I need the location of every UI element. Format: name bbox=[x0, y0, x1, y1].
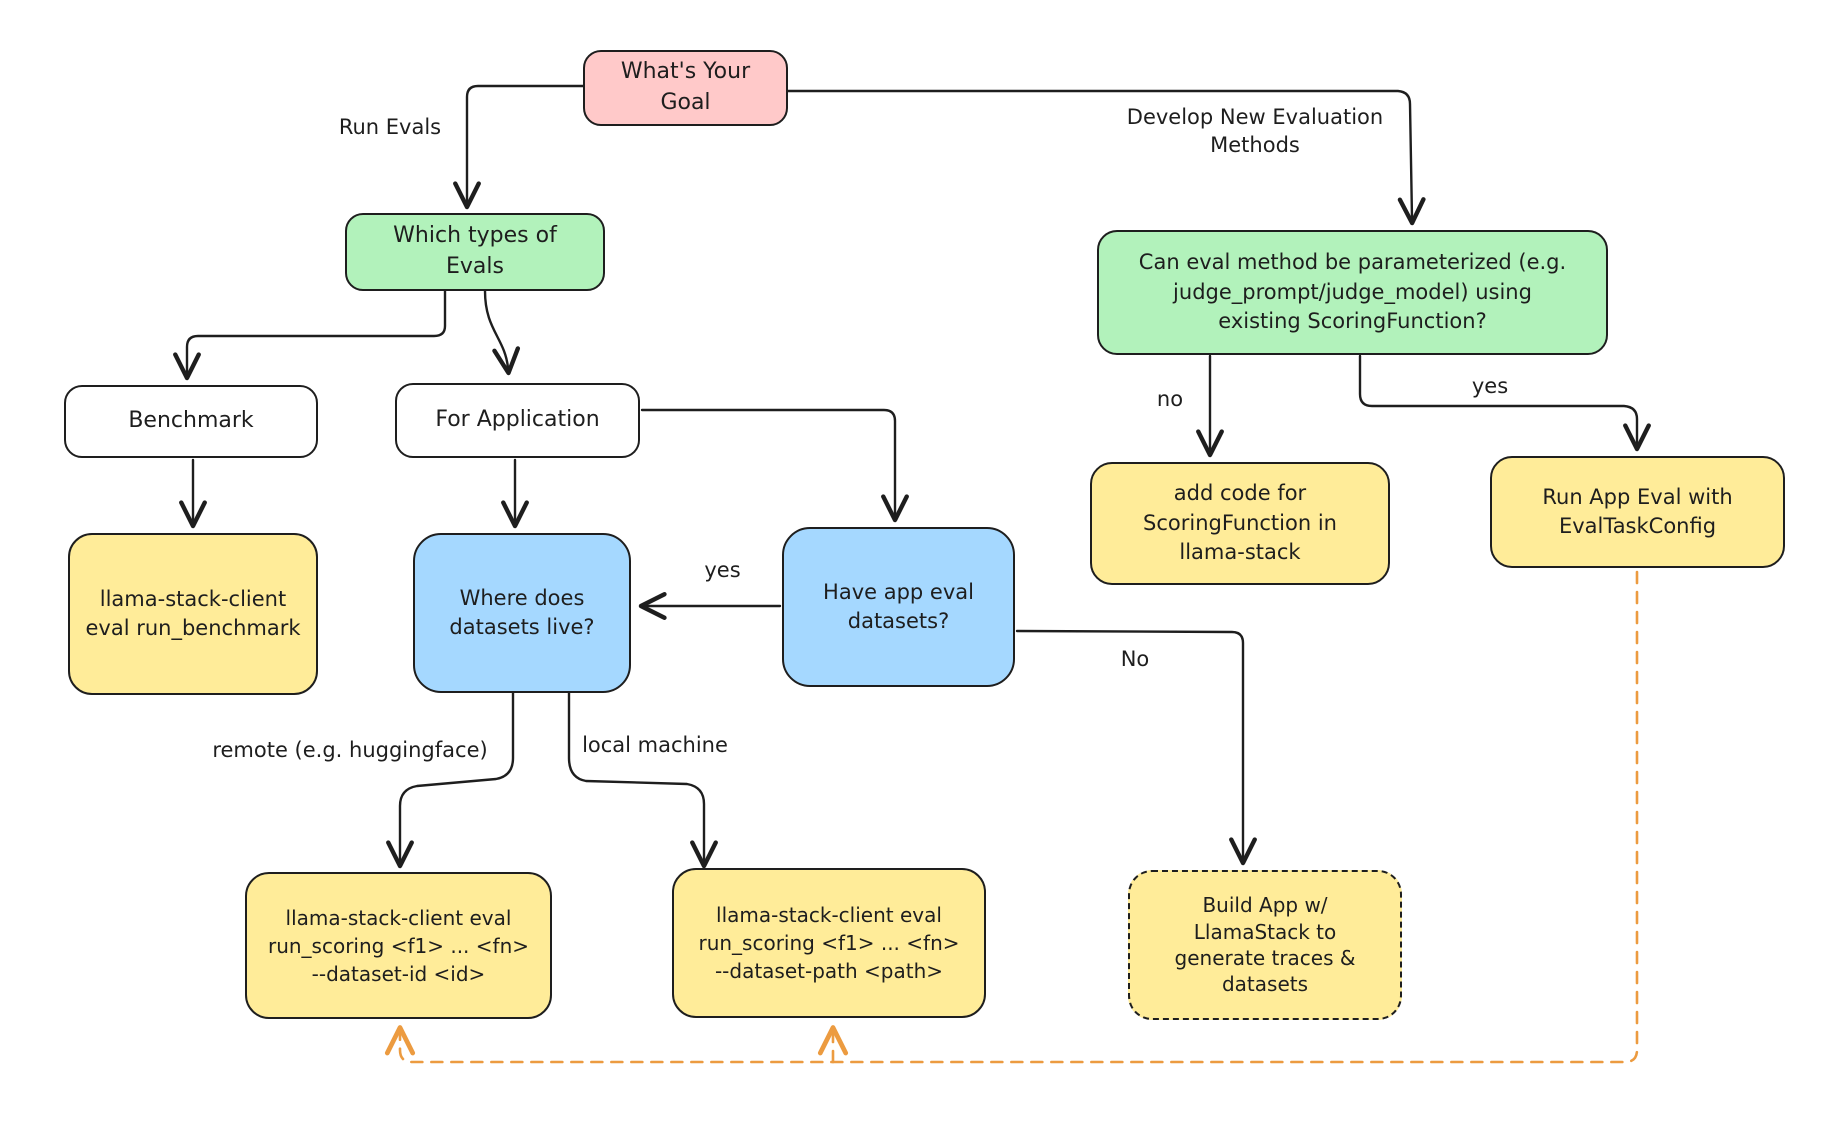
edge-goal-to-which-types bbox=[467, 86, 583, 202]
node-label: run_scoring <f1> ... <fn> bbox=[698, 931, 960, 955]
node-label: LlamaStack to bbox=[1193, 919, 1337, 944]
node-label: llama-stack-client eval bbox=[716, 903, 942, 927]
node-label: judge_prompt/judge_model) using bbox=[1173, 279, 1532, 304]
node-label: ScoringFunction in bbox=[1143, 510, 1337, 535]
edge-label-no-have-datasets: No bbox=[1120, 647, 1150, 671]
node-label: Benchmark bbox=[128, 408, 254, 434]
edge-label-line: Develop New Evaluation bbox=[1126, 105, 1384, 129]
node-label: --dataset-id <id> bbox=[311, 961, 486, 986]
node-which-types-of-evals bbox=[345, 213, 605, 291]
node-label: add code for bbox=[1173, 481, 1307, 506]
node-label: generate traces & bbox=[1174, 946, 1356, 970]
node-label: Run App Eval with bbox=[1542, 484, 1733, 509]
node-label: Can eval method be parameterized (e.g. bbox=[1138, 250, 1567, 275]
node-can-eval-method-be-parameterized bbox=[1097, 230, 1608, 355]
node-run-benchmark-command bbox=[68, 533, 318, 695]
node-for-application bbox=[395, 383, 640, 458]
edge-label-line: Methods bbox=[1210, 133, 1300, 158]
node-label: datasets live? bbox=[449, 615, 595, 639]
node-benchmark bbox=[64, 385, 318, 458]
node-label: Evals bbox=[446, 254, 504, 279]
edge-label-run-evals: Run Evals bbox=[338, 115, 442, 139]
node-label: What's Your bbox=[620, 59, 751, 85]
node-label: Build App w/ bbox=[1202, 893, 1328, 918]
node-label: Have app eval bbox=[823, 579, 974, 604]
node-build-app-with-llamastack bbox=[1128, 870, 1402, 1020]
edge-label-yes-have-datasets: yes bbox=[704, 558, 741, 582]
node-label: For Application bbox=[435, 407, 600, 433]
node-label: eval run_benchmark bbox=[85, 616, 301, 640]
edge-label-yes-scoringfunction: yes bbox=[1471, 374, 1509, 398]
edge-label-develop-new-evaluation-methods bbox=[1085, 103, 1425, 160]
edge-which-types-to-for-application bbox=[485, 291, 508, 368]
node-label: run_scoring <f1> ... <fn> bbox=[267, 933, 530, 958]
edge-label-local-machine: local machine bbox=[582, 733, 728, 757]
node-where-does-datasets-live bbox=[413, 533, 631, 693]
node-label: llama-stack bbox=[1179, 540, 1301, 565]
node-label: existing ScoringFunction? bbox=[1218, 309, 1487, 334]
node-run-app-eval-with-evaltaskconfig bbox=[1490, 456, 1785, 568]
node-label: datasets? bbox=[847, 609, 950, 633]
edge-where-datasets-local-to-run-scoring-path bbox=[569, 693, 704, 861]
edge-label-no-scoringfunction: no bbox=[1156, 387, 1184, 411]
node-run-scoring-dataset-path-command bbox=[672, 868, 986, 1018]
node-label: datasets bbox=[1221, 972, 1309, 997]
edge-label-remote-huggingface: remote (e.g. huggingface) bbox=[212, 738, 488, 762]
edge-where-datasets-remote-to-run-scoring-id bbox=[400, 693, 513, 861]
node-whats-your-goal bbox=[583, 50, 788, 126]
node-label: Where does bbox=[459, 585, 585, 610]
node-label: Which types of bbox=[393, 223, 557, 249]
node-label: llama-stack-client bbox=[99, 586, 287, 611]
node-have-app-eval-datasets bbox=[782, 527, 1015, 687]
edge-for-application-to-have-datasets bbox=[642, 410, 895, 515]
node-run-scoring-dataset-id-command bbox=[245, 872, 552, 1019]
node-label: Goal bbox=[660, 90, 711, 115]
node-label: EvalTaskConfig bbox=[1558, 514, 1717, 538]
node-add-code-for-scoringfunction bbox=[1090, 462, 1390, 585]
node-label: llama-stack-client eval bbox=[285, 905, 512, 930]
edge-which-types-to-benchmark bbox=[187, 291, 445, 373]
node-label: --dataset-path <path> bbox=[714, 959, 944, 983]
